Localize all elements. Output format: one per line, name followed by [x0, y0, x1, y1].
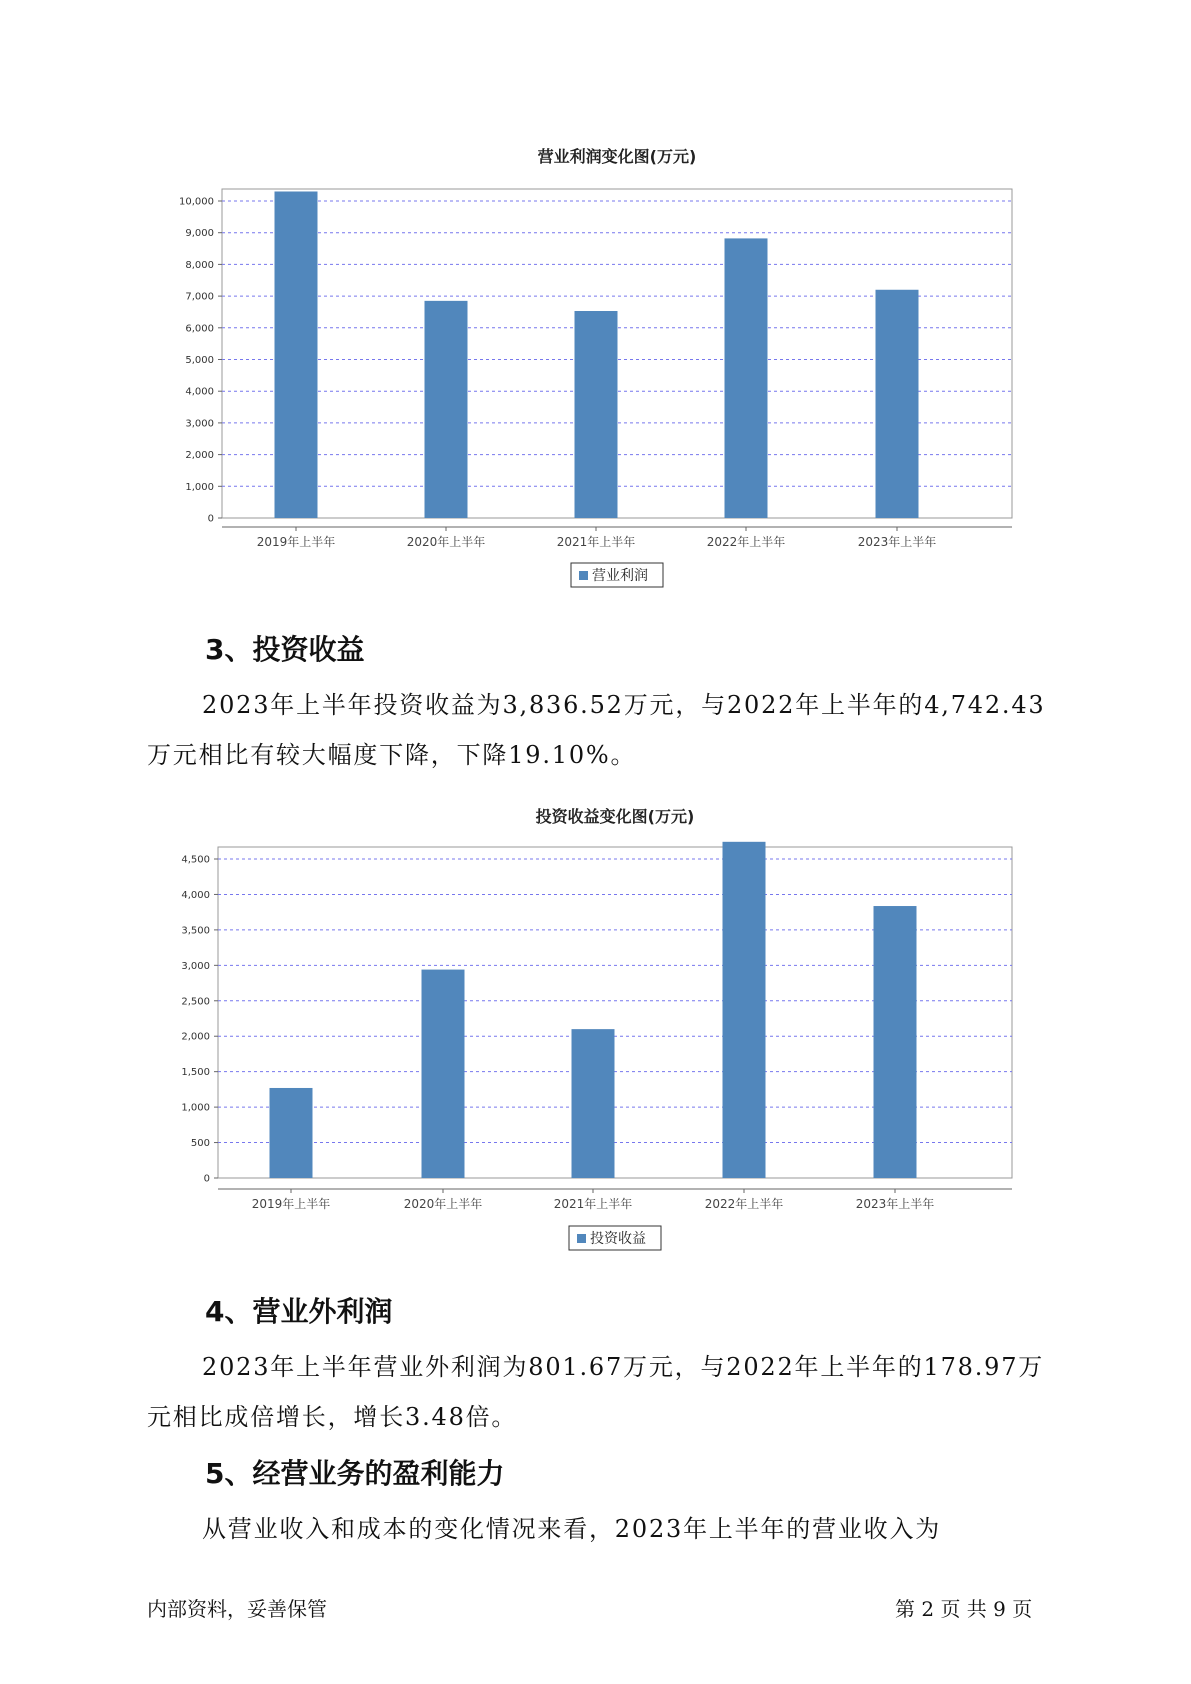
investment-income-paragraph: 2023年上半年投资收益为3,836.52万元，与2022年上半年的4,742.43万元相比有较大幅度下降，下降19.10%。 [147, 691, 1046, 769]
legend-swatch [577, 1234, 586, 1243]
x-tick-label: 2019年上半年 [251, 1197, 331, 1211]
footer-confidential-note: 内部资料，妥善保管 [147, 1597, 327, 1621]
x-tick-label: 2020年上半年 [406, 535, 486, 549]
x-tick-label: 2019年上半年 [256, 535, 336, 549]
chart-title: 投资收益变化图(万元) [535, 807, 695, 826]
y-tick-label: 3,500 [181, 925, 210, 937]
y-tick-label: 3,000 [185, 418, 214, 430]
y-tick-label: 8,000 [185, 259, 214, 271]
y-tick-label: 4,000 [181, 889, 210, 901]
x-tick-label: 2022年上半年 [706, 535, 786, 549]
section-heading-investment-income: 3、投资收益 [205, 633, 365, 666]
y-tick-label: 500 [190, 1138, 210, 1150]
x-tick-label: 2021年上半年 [553, 1197, 633, 1211]
non-operating-profit-paragraph: 2023年上半年营业外利润为801.67万元，与2022年上半年的178.97万元相比成倍增长，增长3.48倍。 [147, 1353, 1045, 1431]
y-tick-label: 4,000 [185, 386, 214, 398]
bar [723, 842, 766, 1178]
x-tick-label: 2023年上半年 [855, 1197, 935, 1211]
y-tick-label: 7,000 [185, 291, 214, 303]
y-tick-label: 1,500 [181, 1067, 210, 1079]
x-tick-label: 2022年上半年 [704, 1197, 784, 1211]
y-tick-label: 2,000 [181, 1031, 210, 1043]
x-tick-label: 2021年上半年 [556, 535, 636, 549]
profitability-paragraph: 从营业收入和成本的变化情况来看，2023年上半年的营业收入为 [202, 1515, 942, 1543]
x-tick-label: 2023年上半年 [857, 535, 937, 549]
y-tick-label: 3,000 [181, 960, 210, 972]
legend-label: 营业利润 [592, 568, 648, 584]
chart-title: 营业利润变化图(万元) [537, 147, 697, 166]
y-tick-label: 4,500 [181, 854, 210, 866]
y-tick-label: 0 [207, 513, 214, 525]
legend-label: 投资收益 [590, 1231, 646, 1247]
y-tick-label: 5,000 [185, 355, 214, 366]
section-heading-non-operating-profit: 4、营业外利润 [205, 1295, 393, 1328]
y-tick-label: 1,000 [181, 1102, 210, 1114]
bar [270, 1088, 313, 1178]
y-tick-label: 9,000 [185, 228, 214, 240]
y-tick-label: 2,500 [181, 996, 210, 1008]
section-heading-profitability: 5、经营业务的盈利能力 [205, 1457, 505, 1490]
y-tick-label: 10,000 [179, 196, 214, 208]
y-tick-label: 6,000 [185, 323, 214, 335]
bar [572, 1029, 615, 1178]
x-tick-label: 2020年上半年 [403, 1197, 483, 1211]
y-tick-label: 0 [203, 1173, 210, 1185]
y-tick-label: 2,000 [185, 450, 214, 462]
footer-page-number: 第 2 页 共 9 页 [895, 1597, 1033, 1621]
bar [874, 906, 917, 1178]
y-tick-label: 1,000 [185, 481, 214, 493]
bar [422, 970, 465, 1178]
